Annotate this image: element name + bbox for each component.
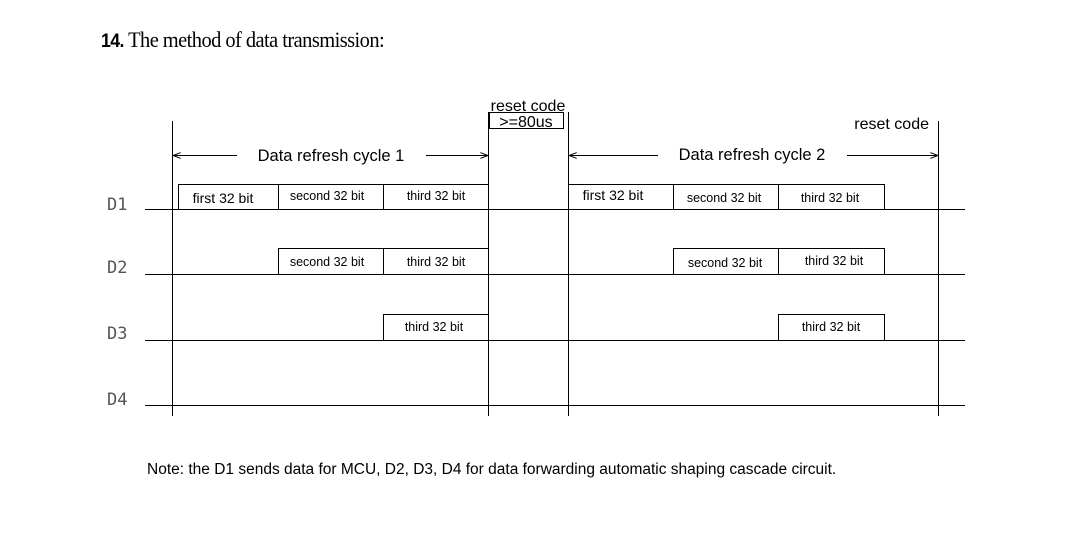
d3-cycle2-third-label: third 32 bit [801, 320, 861, 334]
d2-cycle2-third-label: third 32 bit [804, 254, 864, 268]
cycle1-label: Data refresh cycle 1 [257, 147, 405, 165]
section-number: 14. [101, 31, 124, 52]
cycle2-label: Data refresh cycle 2 [678, 146, 826, 164]
d1-cycle1-third-label: third 32 bit [406, 189, 466, 203]
d1-cycle1-second-label: second 32 bit [289, 189, 365, 203]
reset-code-label-top: reset code [490, 98, 566, 115]
d3-cycle1-third-label: third 32 bit [404, 320, 464, 334]
d4-label: D4 [107, 390, 128, 410]
d1-cycle2-first-label: first 32 bit [582, 187, 644, 203]
d1-cycle2-second-label: second 32 bit [686, 191, 762, 205]
d2-cycle1-second-label: second 32 bit [289, 255, 365, 269]
section-title: The method of data transmission: [128, 27, 385, 52]
d1-cycle1-first-label: first 32 bit [192, 190, 254, 206]
d2-label: D2 [107, 258, 128, 278]
reset-code-label-right: reset code [854, 116, 929, 133]
reset-duration-label: >=80us [499, 114, 553, 131]
d1-cycle2-third-label: third 32 bit [800, 191, 860, 205]
d2-cycle2-second-label: second 32 bit [687, 256, 763, 270]
d1-label: D1 [107, 195, 128, 215]
d2-cycle1-third-label: third 32 bit [406, 255, 466, 269]
footnote: Note: the D1 sends data for MCU, D2, D3, D4 for data forwarding automatic shaping cascade circuit. [147, 461, 837, 478]
d3-label: D3 [107, 324, 128, 344]
